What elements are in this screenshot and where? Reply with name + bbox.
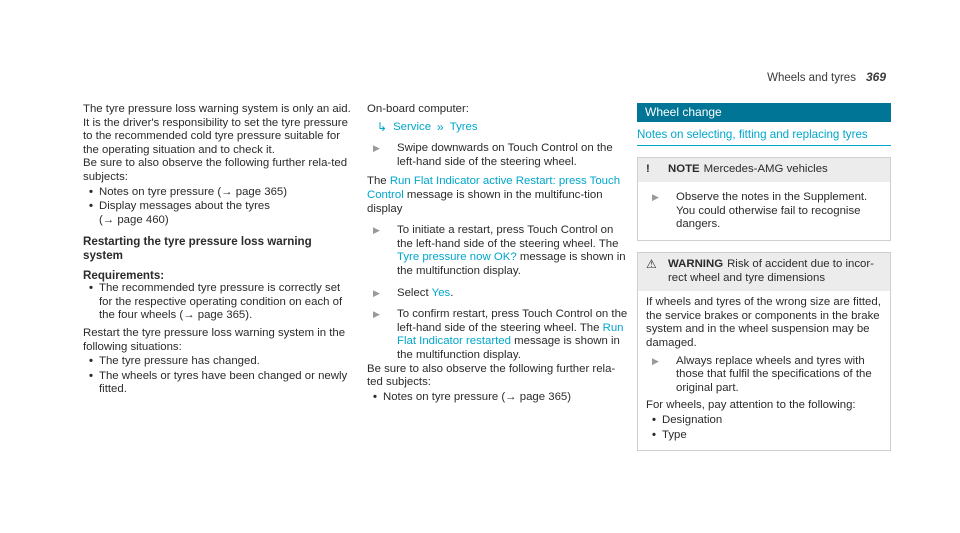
sub-heading: Notes on selecting, fitting and replacing tyres — [637, 128, 891, 146]
warning-header — [638, 253, 890, 291]
bullet-icon — [367, 391, 383, 405]
list-item: • The recommended tyre pressure is correctly set for the respective operating condition on each of the four wheels (→ page 365). — [83, 282, 353, 323]
onboard-label: On-board computer: — [367, 103, 469, 115]
exclamation-icon: ! — [646, 162, 650, 175]
also-text: Be sure to also observe the following further rela-ted subjects: — [367, 362, 616, 389]
step: ▶ To initiate a restart, press Touch Control on the left-hand side of the steering wheel. The Tyre pressure now OK? message is shown in the multifunction display. — [367, 224, 629, 278]
list-item: • Display messages about the tyres (→ page 460) — [83, 200, 353, 227]
note-label: NOTE — [668, 162, 700, 175]
step-arrow-icon — [367, 224, 397, 278]
requirements-heading: Requirements: — [83, 268, 165, 282]
section-title: Wheels and tyres — [767, 72, 856, 84]
list-item: • Designation — [646, 414, 882, 428]
bullet-icon — [646, 429, 662, 443]
restart-text: Restart the tyre pressure loss warning system in the following situations: — [83, 326, 346, 353]
step-arrow-icon — [646, 355, 676, 396]
bullet-icon — [83, 282, 99, 323]
column-right — [637, 103, 891, 451]
menu-path — [367, 121, 629, 135]
note-box — [637, 157, 891, 241]
list-item: • The wheels or tyres have been changed or newly fitted. — [83, 370, 353, 397]
warning-body: If wheels and tyres of the wrong size are fitted, the service brakes or components in the brake system and in the wheel suspension may be damaged. ▶ Always replace wheels and tyres with those that fulfil the specifications of the original part. For wheels, pay attention to the following: • Designation • Type — [638, 291, 890, 450]
list-item: • Notes on tyre pressure (→ page 365) — [83, 186, 353, 200]
intro-text: The tyre pressure loss warning system is only an aid. It is the driver's responsibility to set the tyre pressure to the recommended cold tyre pressure suitable for the operating situation and to check it. — [83, 103, 351, 156]
warning-triangle-icon: ⚠ — [646, 256, 657, 271]
step-arrow-icon — [646, 191, 676, 232]
step: ▶ Swipe downwards on Touch Control on the left-hand side of the steering wheel. — [367, 142, 629, 169]
column-middle — [367, 103, 629, 404]
page-link[interactable]: (→ page 460) — [99, 213, 169, 226]
page-header — [767, 71, 886, 86]
bullet-icon — [83, 355, 99, 369]
bullet-icon — [83, 186, 99, 200]
section-heading: Restarting the tyre pressure loss warning system — [83, 235, 312, 262]
bullet-icon — [83, 370, 99, 397]
step: ▶ Always replace wheels and tyres with those that fulfil the specifications of the original part. — [646, 355, 882, 396]
double-chevron-icon: » — [437, 119, 444, 134]
bullet-icon — [83, 200, 99, 227]
step: ▶ To confirm restart, press Touch Control on the left-hand side of the steering wheel. The Run Flat Indicator restarted message is shown in the multifunction display. — [367, 308, 629, 362]
step-arrow-icon — [367, 308, 397, 362]
step-arrow-icon — [367, 142, 397, 169]
warning-label: WARNING — [668, 257, 724, 270]
bullet-icon — [646, 414, 662, 428]
step: ▶ Observe the notes in the Supplement. You could otherwise fail to recognise dangers. — [646, 191, 882, 232]
warning-box — [637, 252, 891, 451]
note-header — [638, 158, 890, 183]
menu-service[interactable]: Service — [393, 120, 432, 133]
also-text: Be sure to also observe the following further rela-ted subjects: — [83, 157, 348, 183]
corner-arrow-icon: ↳ — [377, 119, 388, 134]
menu-tyres[interactable]: Tyres — [449, 120, 478, 133]
section-band: Wheel change — [637, 103, 891, 122]
note-body — [638, 182, 890, 240]
column-left — [83, 103, 353, 397]
list-item: • The tyre pressure has changed. — [83, 355, 353, 369]
step: ▶ Select Yes. — [367, 287, 629, 301]
note-title: Mercedes-AMG vehicles — [703, 162, 828, 175]
list-item: • Notes on tyre pressure (→ page 365) — [367, 391, 629, 405]
list-item: • Type — [646, 429, 882, 443]
step-arrow-icon — [367, 287, 397, 301]
page-number: 369 — [865, 70, 886, 84]
warning-title: Risk of accident due to incor-rect wheel and tyre dimensions — [668, 257, 874, 284]
message-text: The Run Flat Indicator active Restart: press Touch Control message is shown in the multifunc-tion display — [367, 175, 621, 215]
